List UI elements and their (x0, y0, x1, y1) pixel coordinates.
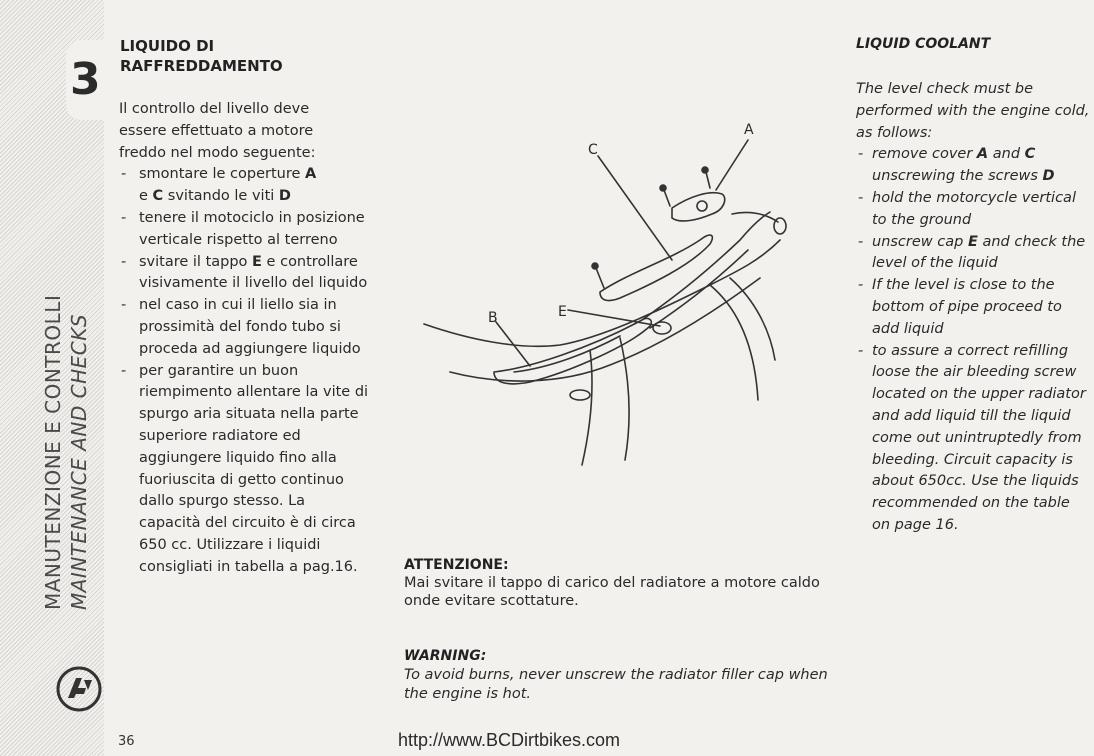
step-text: svitare il tappo (139, 253, 253, 270)
italian-intro-line: freddo nel modo seguente: (119, 144, 316, 161)
english-step: - hold the motorcycle vertical to the ground (856, 188, 1092, 232)
step-text: e controllare visivamente il livello del liquido (139, 253, 368, 292)
step-text: remove cover (872, 146, 977, 163)
step-label: E (252, 253, 262, 270)
cover-b-slot (570, 390, 590, 400)
label-e: E (558, 304, 567, 320)
radiator-diagram (410, 110, 830, 480)
italian-heading (120, 36, 360, 76)
frame-rear-2 (620, 338, 629, 460)
english-step (856, 232, 1092, 276)
attention-title: ATTENZIONE: (404, 557, 509, 573)
frame-lower (450, 278, 760, 381)
warning-box (404, 646, 834, 704)
italian-intro-line: essere effettuato a motore (119, 122, 314, 139)
italian-step (119, 252, 369, 296)
english-heading: LIQUID COOLANT (856, 36, 991, 52)
step-text: svitando le viti (163, 188, 279, 205)
label-b: B (488, 310, 498, 326)
italian-steps-list (119, 164, 369, 578)
italian-intro-line: Il controllo del livello deve (119, 101, 310, 117)
cover-a (672, 193, 725, 221)
italian-step (119, 164, 369, 208)
italian-heading-line2: RAFFREDDAMENTO (120, 57, 283, 75)
step-text: smontare le coperture (139, 166, 306, 183)
warning-text: To avoid burns, never unscrew the radiator filler cap when the engine is hot. (404, 667, 828, 702)
cover-c (600, 235, 712, 300)
page-number: 36 (118, 734, 135, 749)
step-text: and (988, 146, 1025, 163)
step-label: E (967, 233, 978, 250)
leader-a (716, 140, 748, 190)
frame-rear (582, 350, 592, 465)
step-text: unscrewing the screws (872, 168, 1043, 185)
english-steps-list (856, 144, 1092, 536)
step-label: A (305, 166, 317, 183)
english-instructions (856, 79, 1092, 537)
screw-d-3 (596, 268, 604, 288)
english-step (856, 144, 1092, 188)
chapter-title-italian: MANUTENZIONE E CONTROLLI (41, 294, 65, 610)
english-step: - to assure a correct refilling loose the air bleeding screw located on the upper radiator and add liquid till the liquid come out unintruptedly from bleeding. Circuit capacity is about 650cc. Use the liquids recommended on the table on page 16. (856, 341, 1092, 537)
step-label: C (152, 188, 164, 205)
step-label: A (976, 146, 989, 163)
attention-text: Mai svitare il tappo di carico del radiatore a motore caldo onde evitare scottature. (404, 575, 820, 609)
step-label: D (1042, 168, 1055, 185)
warning-title: WARNING: (404, 648, 487, 664)
chapter-title-english: MAINTENANCE AND CHECKS (67, 313, 91, 610)
english-intro: The level check must be performed with the engine cold, as follows: (856, 81, 1090, 141)
chapter-number: 3 (70, 54, 101, 105)
cover-a-hole (697, 201, 707, 211)
italian-instructions (119, 99, 369, 579)
italian-step: - tenere il motociclo in posizione verticale rispetto al terreno (119, 208, 369, 252)
label-c: C (588, 142, 598, 158)
handle-end (774, 218, 786, 234)
coolant-pipe (642, 212, 770, 320)
italian-heading-line1: LIQUIDO DI (120, 37, 215, 55)
handle (732, 212, 778, 222)
italian-step: - per garantire un buon riempimento allentare la vite di spurgo aria situata nella parte superiore radiatore ed aggiungere liquido fino alla fuoriuscita di getto continuo dallo spurgo stesso. La capacità del circuito è di circa 650 cc. Utilizzare i liquidi consigliati in tabella a pag.16. (119, 361, 369, 579)
brand-logo-icon (54, 664, 104, 714)
attention-box (404, 556, 824, 610)
step-label: D (278, 188, 291, 205)
step-label: C (1024, 146, 1036, 163)
leader-c (598, 156, 672, 260)
step-text: e (139, 188, 153, 205)
step-text: and check the level of the liquid (872, 233, 1086, 272)
english-step: - If the level is close to the bottom of pipe proceed to add liquid (856, 275, 1092, 340)
screw-d-2 (706, 172, 710, 188)
frame-outline (424, 240, 780, 346)
label-a: A (744, 122, 754, 138)
step-text: unscrew cap (872, 233, 968, 250)
footer-url: http://www.BCDirtbikes.com (398, 730, 621, 750)
chapter-titles (40, 250, 92, 610)
coolant-pipe-2 (650, 250, 748, 328)
filler-cap-e (653, 322, 671, 334)
screw-d-1 (664, 190, 670, 206)
italian-step: - nel caso in cui il liello sia in prossimità del fondo tubo si proceda ad aggiungere liquido (119, 295, 369, 360)
